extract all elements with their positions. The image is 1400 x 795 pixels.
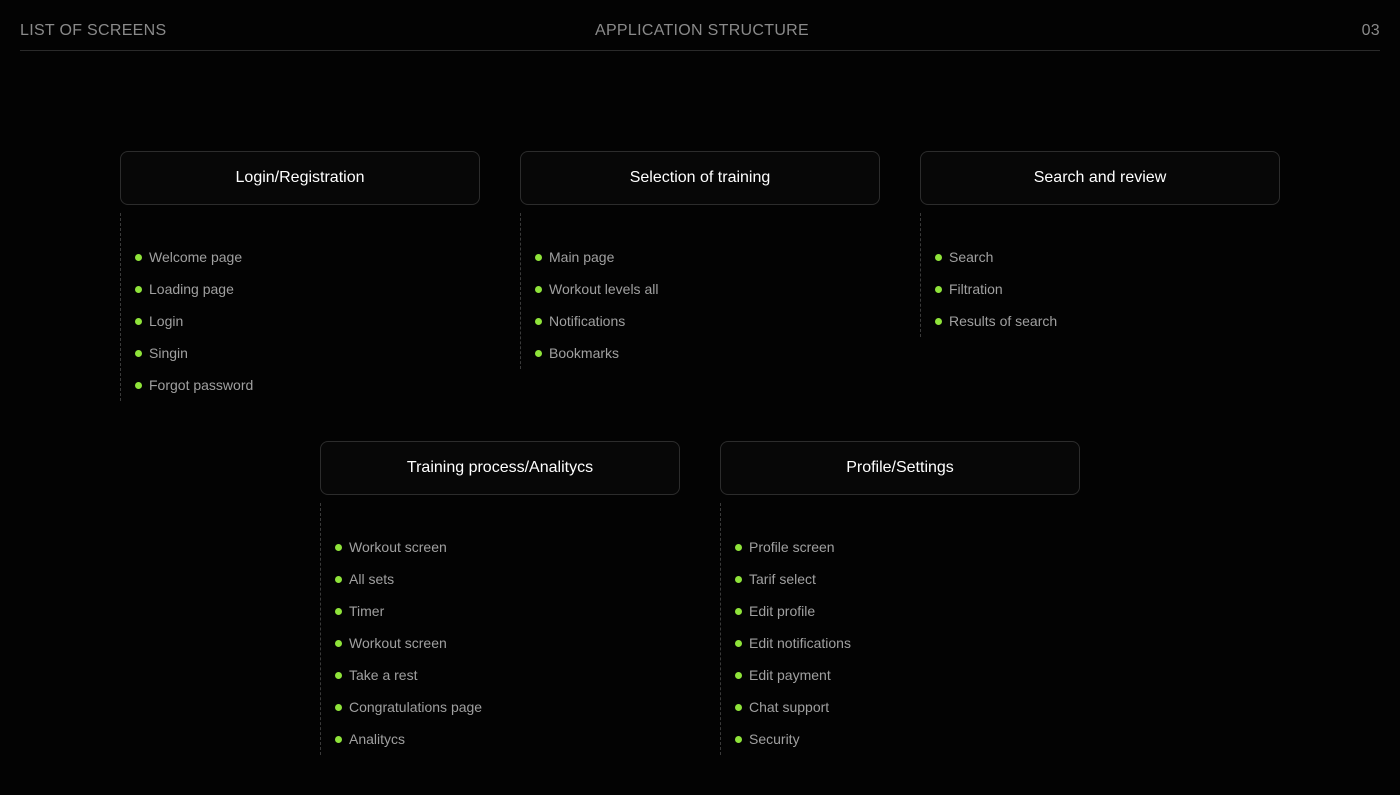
bullet-dot-icon	[135, 254, 142, 261]
bullet-dot-icon	[135, 286, 142, 293]
list-item	[321, 563, 680, 595]
list-item-label: All sets	[349, 571, 395, 587]
list-item	[321, 723, 680, 755]
list-item	[321, 659, 680, 691]
list-item	[321, 627, 680, 659]
list-item-label: Bookmarks	[549, 345, 620, 361]
bullet-dot-icon	[735, 736, 742, 743]
group-search-and-review	[920, 151, 1280, 337]
list-item	[521, 305, 880, 337]
list-item-label: Notifications	[549, 313, 626, 329]
bullet-dot-icon	[735, 640, 742, 647]
list-item-label: Search	[949, 249, 994, 265]
list-item-label: Profile screen	[749, 539, 835, 555]
bullet-dot-icon	[735, 576, 742, 583]
list-item-label: Filtration	[949, 281, 1003, 297]
group-tree	[720, 503, 1080, 755]
list-item	[121, 337, 480, 369]
bullet-dot-icon	[335, 544, 342, 551]
group-login-registration	[120, 151, 480, 401]
bullet-dot-icon	[135, 350, 142, 357]
bullet-dot-icon	[135, 382, 142, 389]
list-item	[321, 691, 680, 723]
group-tree	[320, 503, 680, 755]
list-item-label: Welcome page	[149, 249, 243, 265]
list-item	[521, 241, 880, 273]
screen-list	[721, 531, 1080, 755]
group-card: Login/Registration	[120, 151, 480, 205]
group-selection-of-training	[520, 151, 880, 369]
list-item	[721, 691, 1080, 723]
list-item-label: Timer	[349, 603, 385, 619]
list-item-label: Workout screen	[349, 539, 447, 555]
page-title: APPLICATION STRUCTURE	[594, 22, 810, 39]
bullet-dot-icon	[135, 318, 142, 325]
bullet-dot-icon	[335, 576, 342, 583]
list-item	[921, 273, 1280, 305]
bullet-dot-icon	[535, 286, 542, 293]
list-item	[921, 241, 1280, 273]
list-item	[921, 305, 1280, 337]
list-item	[721, 531, 1080, 563]
bullet-dot-icon	[335, 736, 342, 743]
group-tree	[520, 213, 880, 369]
list-item-label: Edit profile	[749, 603, 816, 619]
list-item	[121, 241, 480, 273]
list-item-label: Edit notifications	[749, 635, 851, 651]
bullet-dot-icon	[735, 544, 742, 551]
screen-list	[521, 241, 880, 369]
bullet-dot-icon	[735, 672, 742, 679]
list-item-label: Chat support	[749, 699, 830, 715]
bullet-dot-icon	[735, 704, 742, 711]
list-item	[121, 305, 480, 337]
screen-list	[921, 241, 1280, 337]
list-item	[321, 531, 680, 563]
list-item	[521, 337, 880, 369]
list-item	[721, 595, 1080, 627]
list-item-label: Main page	[549, 249, 615, 265]
list-item-label: Security	[749, 731, 800, 747]
list-item-label: Tarif select	[749, 571, 816, 587]
list-item-label: Workout screen	[349, 635, 447, 651]
section-label: LIST OF SCREENS	[20, 22, 167, 39]
group-card: Profile/Settings	[720, 441, 1080, 495]
group-card: Search and review	[920, 151, 1280, 205]
list-item	[721, 659, 1080, 691]
list-item-label: Loading page	[149, 281, 234, 297]
list-item	[121, 369, 480, 401]
group-card: Selection of training	[520, 151, 880, 205]
page-number: 03	[1361, 22, 1380, 39]
list-item-label: Singin	[149, 345, 188, 361]
group-tree	[920, 213, 1280, 337]
list-item-label: Analitycs	[349, 731, 406, 747]
top-bar	[20, 0, 1380, 51]
list-item-label: Login	[149, 313, 184, 329]
list-item	[121, 273, 480, 305]
list-item	[721, 563, 1080, 595]
bullet-dot-icon	[335, 672, 342, 679]
screen-list	[121, 241, 480, 401]
screen-list	[321, 531, 680, 755]
bullet-dot-icon	[535, 254, 542, 261]
list-item-label: Take a rest	[349, 667, 418, 683]
bullet-dot-icon	[335, 608, 342, 615]
group-card: Training process/Analitycs	[320, 441, 680, 495]
group-profile-settings	[720, 441, 1080, 755]
list-item-label: Workout levels all	[549, 281, 659, 297]
list-item-label: Congratulations page	[349, 699, 483, 715]
list-item	[721, 723, 1080, 755]
bullet-dot-icon	[335, 704, 342, 711]
bullet-dot-icon	[935, 318, 942, 325]
list-item-label: Edit payment	[749, 667, 831, 683]
group-training-process-analitycs	[320, 441, 680, 755]
bullet-dot-icon	[335, 640, 342, 647]
bullet-dot-icon	[935, 286, 942, 293]
bullet-dot-icon	[935, 254, 942, 261]
bullet-dot-icon	[735, 608, 742, 615]
bullet-dot-icon	[535, 318, 542, 325]
list-item	[321, 595, 680, 627]
list-item-label: Forgot password	[149, 377, 254, 393]
list-item-label: Results of search	[949, 313, 1058, 329]
list-item	[721, 627, 1080, 659]
bullet-dot-icon	[535, 350, 542, 357]
list-item	[521, 273, 880, 305]
group-tree	[120, 213, 480, 401]
